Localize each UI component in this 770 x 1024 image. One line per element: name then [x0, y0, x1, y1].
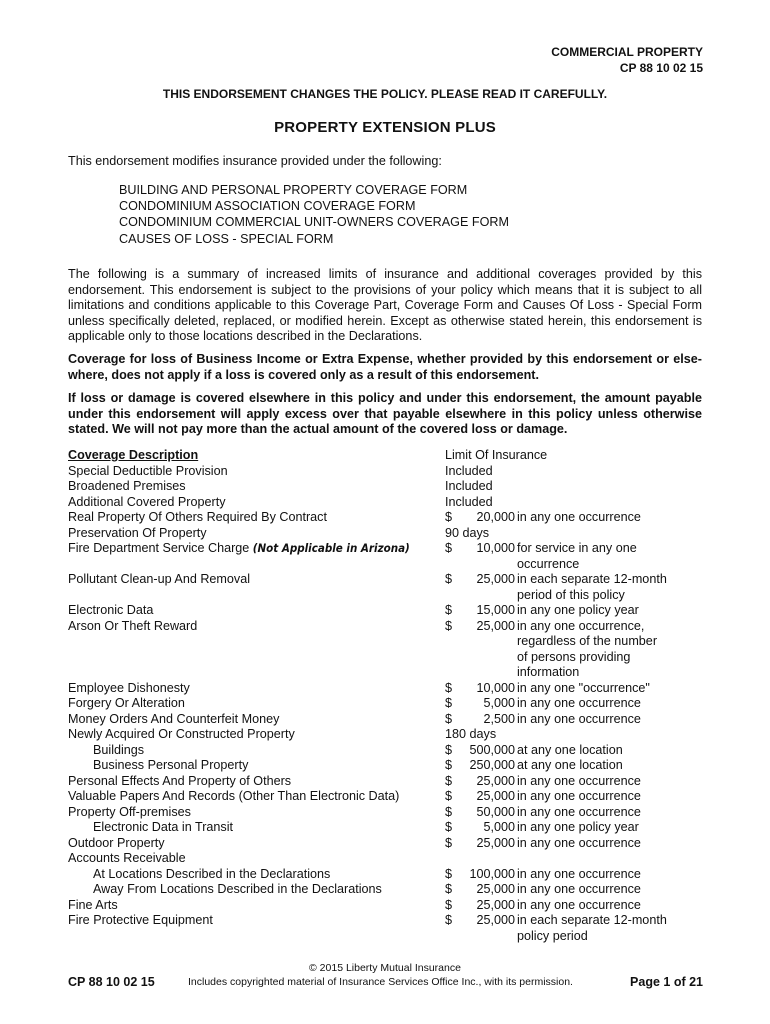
table-row: [68, 774, 708, 790]
table-row: [68, 696, 708, 712]
limit-amount: 25,000: [476, 882, 515, 896]
table-row: [68, 789, 708, 805]
coverage-description: Fine Arts: [68, 897, 118, 912]
header-line-1: COMMERCIAL PROPERTY: [551, 45, 703, 59]
limit-note: at any one location: [517, 758, 623, 772]
dollar-sign: $: [445, 711, 453, 726]
table-row: [68, 836, 708, 852]
table-row: [68, 464, 708, 480]
coverage-description: Special Deductible Provision: [68, 463, 228, 478]
limit-note: in any one "occurrence": [517, 680, 650, 695]
table-row: [68, 712, 708, 728]
limit-note: for service in any one: [517, 541, 637, 555]
dollar-sign: $: [445, 913, 453, 927]
table-row: [68, 495, 708, 511]
read-carefully-notice: THIS ENDORSEMENT CHANGES THE POLICY. PLEASE READ IT CAREFULLY.: [162, 87, 608, 101]
table-row-continuation: [68, 557, 708, 573]
coverage-description: Fire Protective Equipment: [68, 913, 213, 927]
table-row: [68, 805, 708, 821]
coverage-description: Employee Dishonesty: [68, 680, 190, 695]
table-row: [68, 882, 708, 898]
coverage-description: Away From Locations Described in the Declarations: [93, 882, 382, 896]
dollar-sign: $: [445, 773, 453, 788]
limit-note: in any one occurrence: [517, 510, 641, 524]
dollar-sign: $: [445, 882, 453, 896]
table-row: [68, 913, 708, 929]
column-header-limit: Limit Of Insurance: [445, 448, 548, 462]
limit-note: in any one occurrence: [517, 696, 641, 710]
limit-amount: 25,000: [476, 789, 515, 803]
limit-note: in any one occurrence,: [517, 618, 645, 633]
form-item: CONDOMINIUM ASSOCIATION COVERAGE FORM: [119, 199, 416, 214]
limit-amount: 50,000: [476, 804, 515, 819]
coverage-description: Accounts Receivable: [68, 851, 186, 865]
limit-text: 180 days: [445, 727, 497, 741]
table-row: [68, 619, 708, 635]
limit-text: Included: [445, 494, 493, 509]
dollar-sign: $: [445, 510, 453, 524]
dollar-sign: $: [445, 541, 453, 555]
limit-note-continuation: period of this policy: [517, 587, 625, 602]
header-form-code: CP 88 10 02 15: [619, 61, 703, 75]
coverage-description: Personal Effects And Property of Others: [68, 773, 292, 788]
limit-note: at any one location: [517, 742, 623, 757]
table-row: [68, 743, 708, 759]
limit-note: in any one occurrence: [517, 835, 641, 850]
table-row: [68, 851, 708, 867]
form-item: BUILDING AND PERSONAL PROPERTY COVERAGE FORM: [119, 183, 468, 197]
summary-paragraph: The following is a summary of increased limits of insurance and additional coverages provided by this endorsement. This endorsement is subject to the provisions of your policy which means that it is subject to all limitations and conditions applicable to this Coverage Part, Coverage Form and Causes Of Loss - Special Form unless specifically deleted, replaced, or modified herein. Except as otherwise stated herein, this endorsement is applicable only to those locations described in the Declarations.: [68, 267, 702, 344]
endorsement-title: PROPERTY EXTENSION PLUS: [274, 119, 496, 136]
limit-text: Included: [445, 463, 493, 478]
dollar-sign: $: [445, 618, 453, 633]
limit-note: in any one occurrence: [517, 711, 641, 726]
dollar-sign: $: [445, 804, 453, 819]
limit-note: in each separate 12-month: [517, 913, 667, 927]
table-row: [68, 867, 708, 883]
limit-amount: 25,000: [476, 773, 515, 788]
coverage-description: Pollutant Clean-up And Removal: [68, 572, 251, 586]
limit-note: in any one occurrence: [517, 789, 641, 803]
coverage-description: Broadened Premises: [68, 479, 186, 493]
coverage-table: [68, 448, 708, 944]
dollar-sign: $: [445, 742, 453, 757]
table-row: [68, 727, 708, 743]
table-row: [68, 479, 708, 495]
table-row: [68, 820, 708, 836]
coverage-description: Preservation Of Property: [68, 525, 207, 540]
table-header-row: [68, 448, 708, 464]
dollar-sign: $: [445, 572, 453, 586]
limit-note-continuation: of persons providing: [517, 649, 631, 664]
coverage-description: Business Personal Property: [93, 758, 249, 772]
limit-text: 90 days: [445, 525, 490, 540]
form-item: CAUSES OF LOSS - SPECIAL FORM: [119, 231, 334, 246]
limit-amount: 5,000: [483, 696, 515, 710]
table-row: [68, 572, 708, 588]
table-row: [68, 541, 708, 557]
dollar-sign: $: [445, 758, 453, 772]
coverage-description: Money Orders And Counterfeit Money: [68, 711, 280, 726]
limit-note: in any one occurrence: [517, 773, 641, 788]
limit-amount: 25,000: [476, 572, 515, 586]
excess-paragraph: If loss or damage is covered elsewhere in this policy and under this endorsement, the amount payable under this endorsement will apply excess over that payable elsewhere in this policy unless otherwise stated. We will not pay more than the actual amount of the covered loss or damage.: [68, 391, 702, 437]
table-row-continuation: [68, 588, 708, 604]
limit-amount: 5,000: [483, 820, 515, 834]
coverage-description: Electronic Data in Transit: [93, 820, 233, 834]
coverage-description: Property Off-premises: [68, 804, 191, 819]
table-row: [68, 510, 708, 526]
dollar-sign: $: [445, 866, 453, 881]
limit-note: in any one policy year: [517, 603, 639, 617]
coverage-description: Newly Acquired Or Constructed Property: [68, 727, 295, 741]
limit-note: in any one occurrence: [517, 804, 641, 819]
coverage-description: Additional Covered Property: [68, 494, 226, 509]
limit-amount: 25,000: [476, 897, 515, 912]
limit-amount: 25,000: [476, 913, 515, 927]
table-row-continuation: [68, 650, 708, 666]
table-row: [68, 758, 708, 774]
dollar-sign: $: [445, 680, 453, 695]
limit-amount: 15,000: [476, 603, 515, 617]
limit-amount: 25,000: [476, 618, 515, 633]
limit-amount: 10,000: [476, 541, 515, 555]
coverage-description: Outdoor Property: [68, 835, 165, 850]
coverage-description: Buildings: [93, 742, 145, 757]
limit-note-continuation: occurrence: [517, 556, 580, 571]
limit-amount: 100,000: [469, 866, 515, 881]
limit-amount: 500,000: [469, 742, 515, 757]
coverage-description: Electronic Data: [68, 603, 154, 617]
table-row: [68, 898, 708, 914]
table-row-continuation: [68, 929, 708, 945]
copyright-permission: Includes copyrighted material of Insurance Services Office Inc., with its permission.: [188, 976, 573, 988]
coverage-description-note: (Not Applicable in Arizona): [252, 541, 410, 555]
coverage-description: Real Property Of Others Required By Contract: [68, 510, 327, 524]
intro-text: This endorsement modifies insurance provided under the following:: [68, 154, 442, 168]
coverage-description: Forgery Or Alteration: [68, 696, 185, 710]
page-number: Page 1 of 21: [630, 975, 703, 989]
limit-amount: 20,000: [476, 510, 515, 524]
dollar-sign: $: [445, 835, 453, 850]
table-row-continuation: [68, 634, 708, 650]
coverage-description: At Locations Described in the Declarations: [93, 866, 331, 881]
limit-text: Included: [445, 479, 493, 493]
dollar-sign: $: [445, 897, 453, 912]
table-row: [68, 603, 708, 619]
dollar-sign: $: [445, 820, 453, 834]
coverage-description: Valuable Papers And Records (Other Than Electronic Data): [68, 789, 400, 803]
limit-note: in any one policy year: [517, 820, 639, 834]
limit-note: in each separate 12-month: [517, 572, 667, 586]
limit-amount: 250,000: [469, 758, 515, 772]
limit-note-continuation: policy period: [517, 928, 588, 943]
limit-amount: 10,000: [476, 680, 515, 695]
limit-note: in any one occurrence: [517, 897, 641, 912]
table-row: [68, 526, 708, 542]
limit-note-continuation: information: [517, 665, 580, 679]
limit-note-continuation: regardless of the number: [517, 634, 658, 648]
dollar-sign: $: [445, 603, 453, 617]
dollar-sign: $: [445, 789, 453, 803]
limit-amount: 25,000: [476, 835, 515, 850]
limit-amount: 2,500: [483, 711, 515, 726]
footer-form-code: CP 88 10 02 15: [68, 975, 155, 989]
coverage-description: Fire Department Service Charge (Not Applicable in Arizona): [68, 541, 410, 555]
coverage-description: Arson Or Theft Reward: [68, 618, 198, 633]
form-item: CONDOMINIUM COMMERCIAL UNIT-OWNERS COVERAGE FORM: [119, 215, 509, 230]
copyright-notice: © 2015 Liberty Mutual Insurance: [309, 962, 461, 974]
limit-note: in any one occurrence: [517, 882, 641, 896]
forms-list: [119, 182, 509, 247]
table-row: [68, 681, 708, 697]
column-header-description: Coverage Description: [68, 448, 199, 462]
dollar-sign: $: [445, 696, 453, 710]
table-row-continuation: [68, 665, 708, 681]
limit-note: in any one occurrence: [517, 866, 641, 881]
business-income-paragraph: Coverage for loss of Business Income or Extra Expense, whether provided by this endorsement or else-where, does not apply if a loss is covered only as a result of this endorsement.: [68, 352, 702, 382]
